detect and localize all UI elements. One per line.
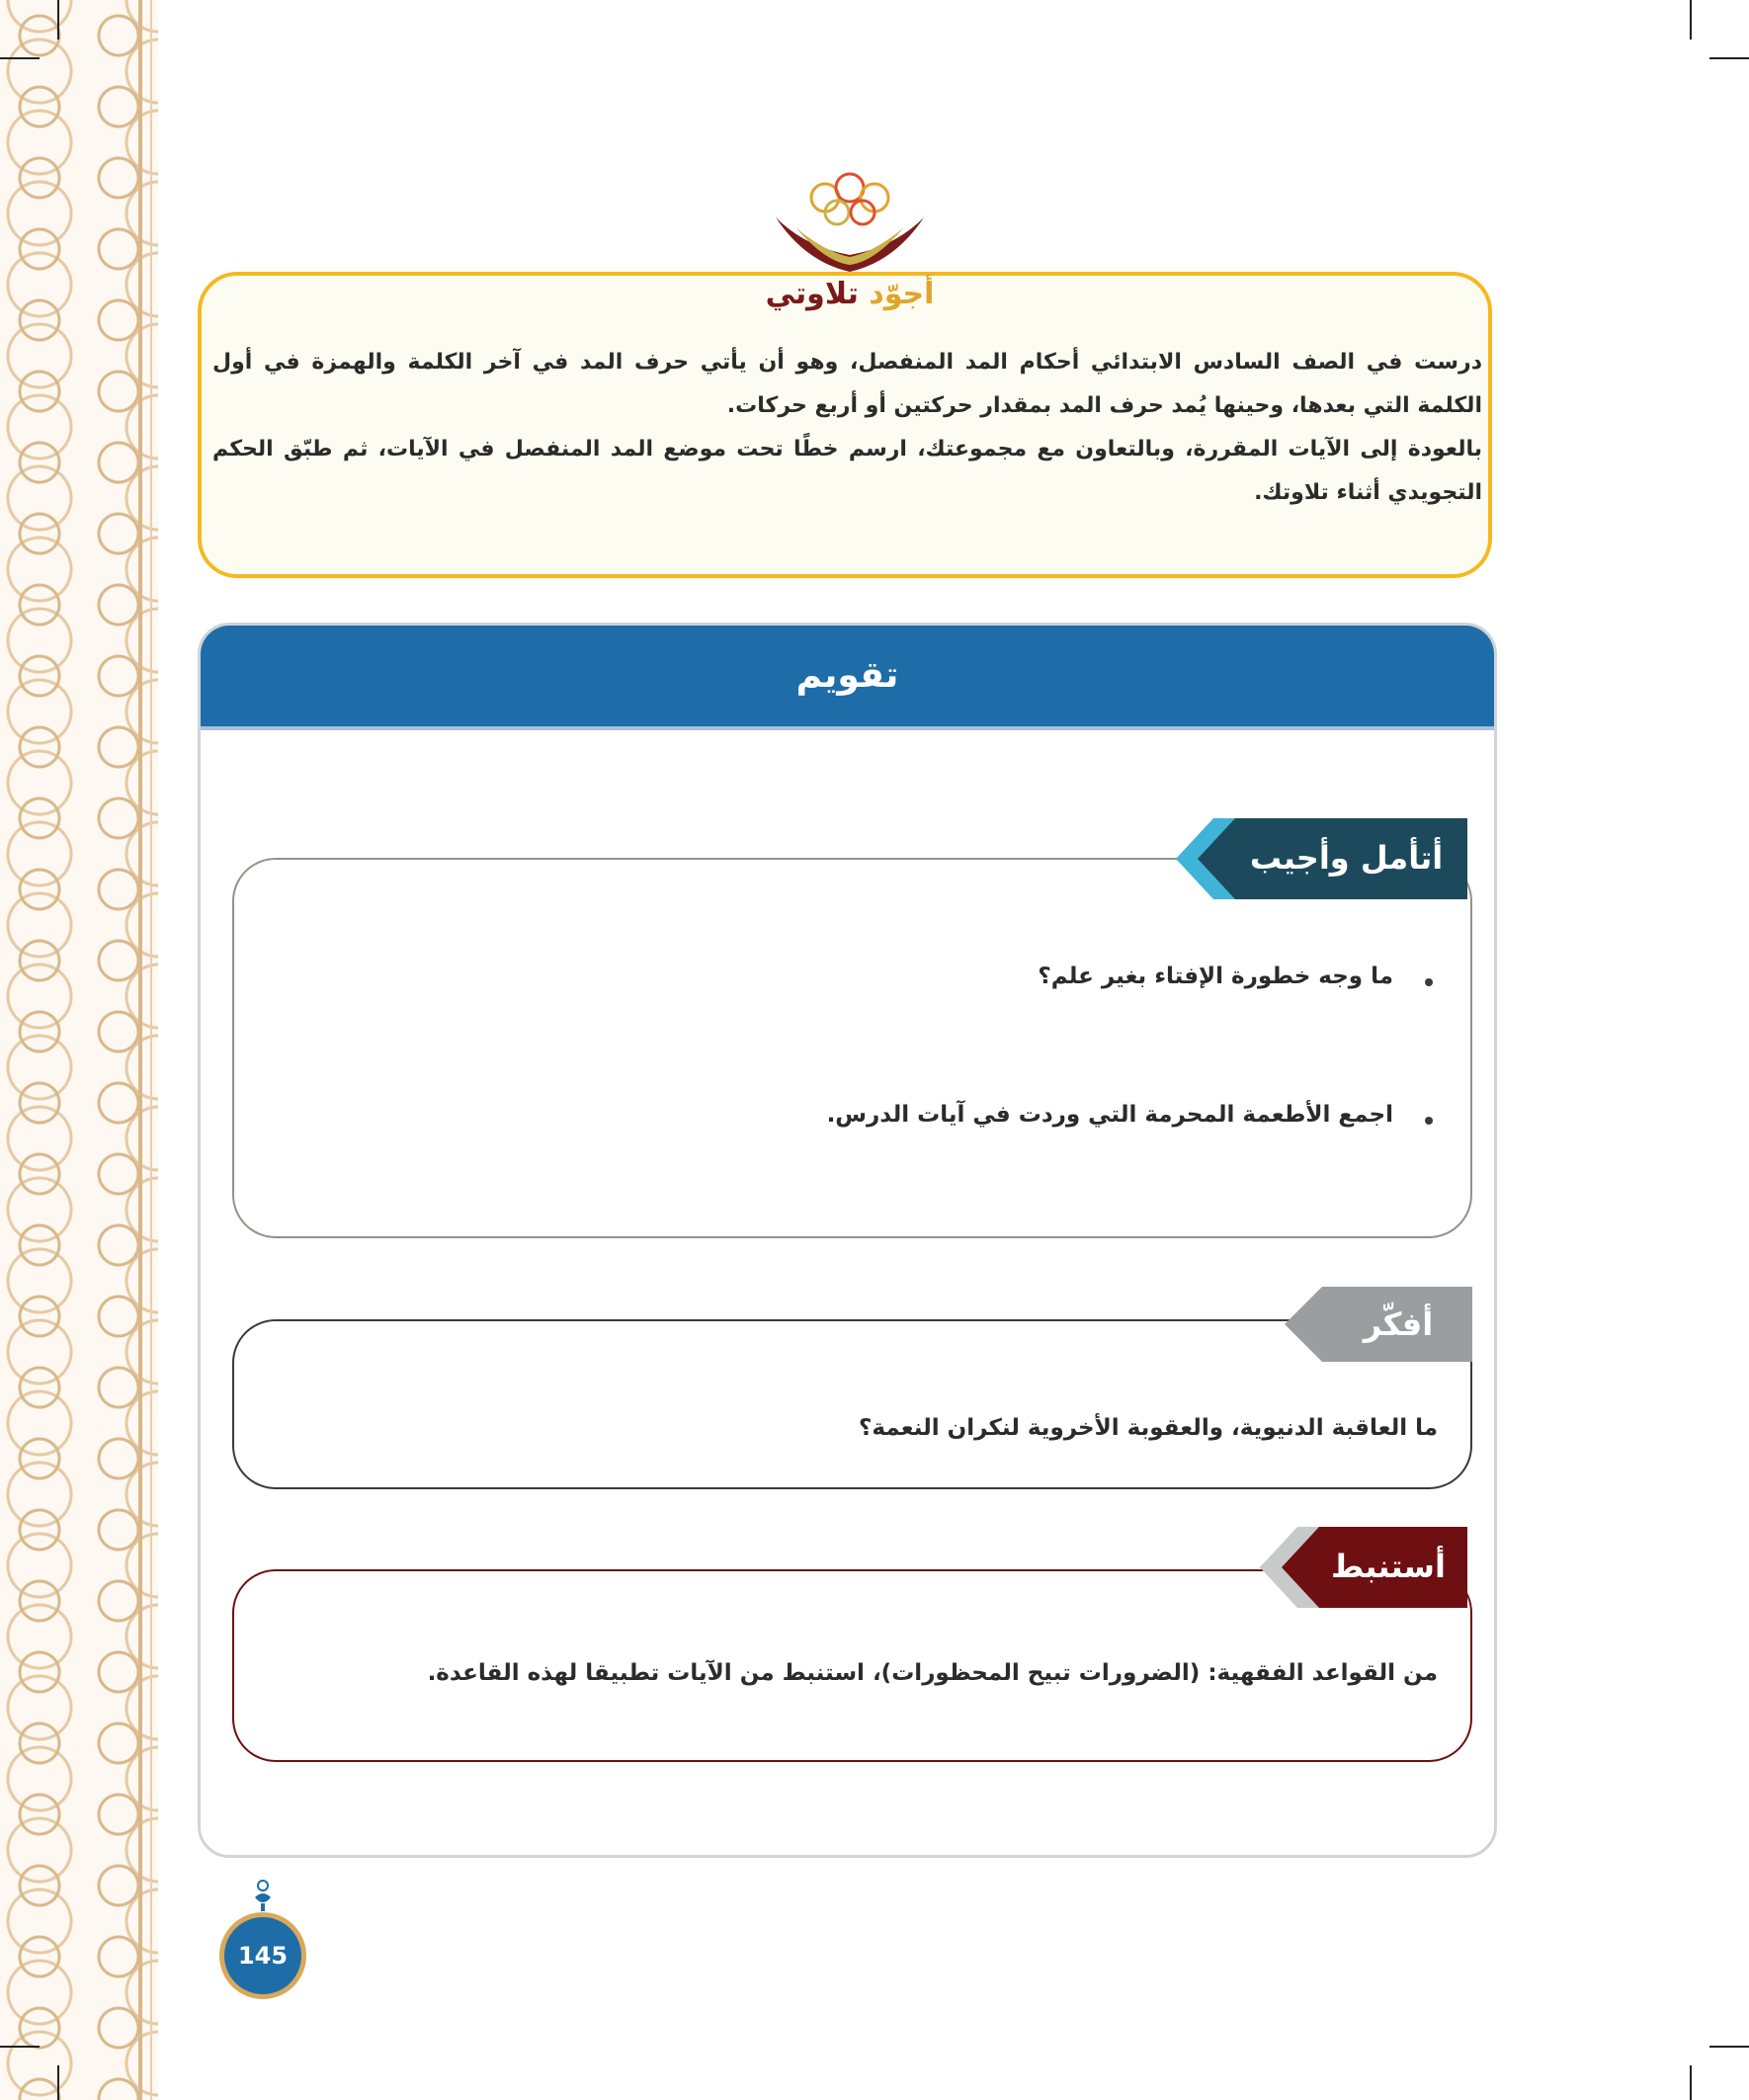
crop-mark <box>57 0 59 40</box>
page-ornament-icon <box>251 1878 275 1913</box>
evaluation-title: تقويم <box>795 655 899 696</box>
title-part: تلاوتي <box>765 277 859 311</box>
title-part: أجوّد <box>869 277 935 311</box>
crop-mark <box>1709 2046 1749 2048</box>
crop-mark <box>57 2065 59 2100</box>
deduce-tab <box>1260 1527 1467 1608</box>
page-number: 145 <box>219 1912 306 1999</box>
reflect-question: اجمع الأطعمة المحرمة التي وردت في آيات الدرس. <box>826 1102 1393 1128</box>
deduce-question: من القواعد الفقهية: (الضرورات تبيح المحظورات)، استنبط من الآيات تطبيقا لهذه القاعدة. <box>427 1660 1438 1686</box>
think-label: أفكّر <box>1363 1305 1434 1343</box>
think-question: ما العاقبة الدنيوية، والعقوبة الأخروية لنكران النعمة؟ <box>859 1415 1438 1441</box>
reflect-label: أتأمل وأجيب <box>1249 839 1444 877</box>
reflect-tab <box>1176 818 1467 899</box>
border-line <box>150 0 152 2100</box>
tajweed-text <box>212 341 1482 515</box>
crop-mark <box>1709 57 1749 59</box>
tajweed-paragraph: درست في الصف السادس الابتدائي أحكام المد المنفصل، وهو أن يأتي حرف المد في آخر الكلمة والهمزة في أول الكلمة التي بعدها، وحينها يُمد حرف المد بمقدار حركتين أو أربع حركات. <box>212 350 1482 418</box>
quran-logo-icon <box>766 168 934 282</box>
crop-mark <box>0 57 40 59</box>
tajweed-instruction: بالعودة إلى الآيات المقررة، وبالتعاون مع مجموعتك، ارسم خطًا تحت موضع المد المنفصل في الآيات، ثم طبّق الحكم التجويدي أثناء تلاوتك. <box>212 437 1482 505</box>
deduce-label: أستنبط <box>1331 1548 1446 1585</box>
crop-mark <box>1690 0 1692 40</box>
think-tab <box>1285 1287 1472 1362</box>
tajweed-title <box>751 277 949 311</box>
reflect-question: ما وجه خطورة الإفتاء بغير علم؟ <box>1038 964 1393 989</box>
reflect-box <box>232 858 1472 1238</box>
crop-mark <box>1690 2065 1692 2100</box>
crop-mark <box>0 2046 40 2048</box>
border-line <box>138 0 142 2100</box>
bullet <box>1425 1117 1433 1125</box>
bullet <box>1425 978 1433 986</box>
decorative-border <box>0 0 158 2100</box>
